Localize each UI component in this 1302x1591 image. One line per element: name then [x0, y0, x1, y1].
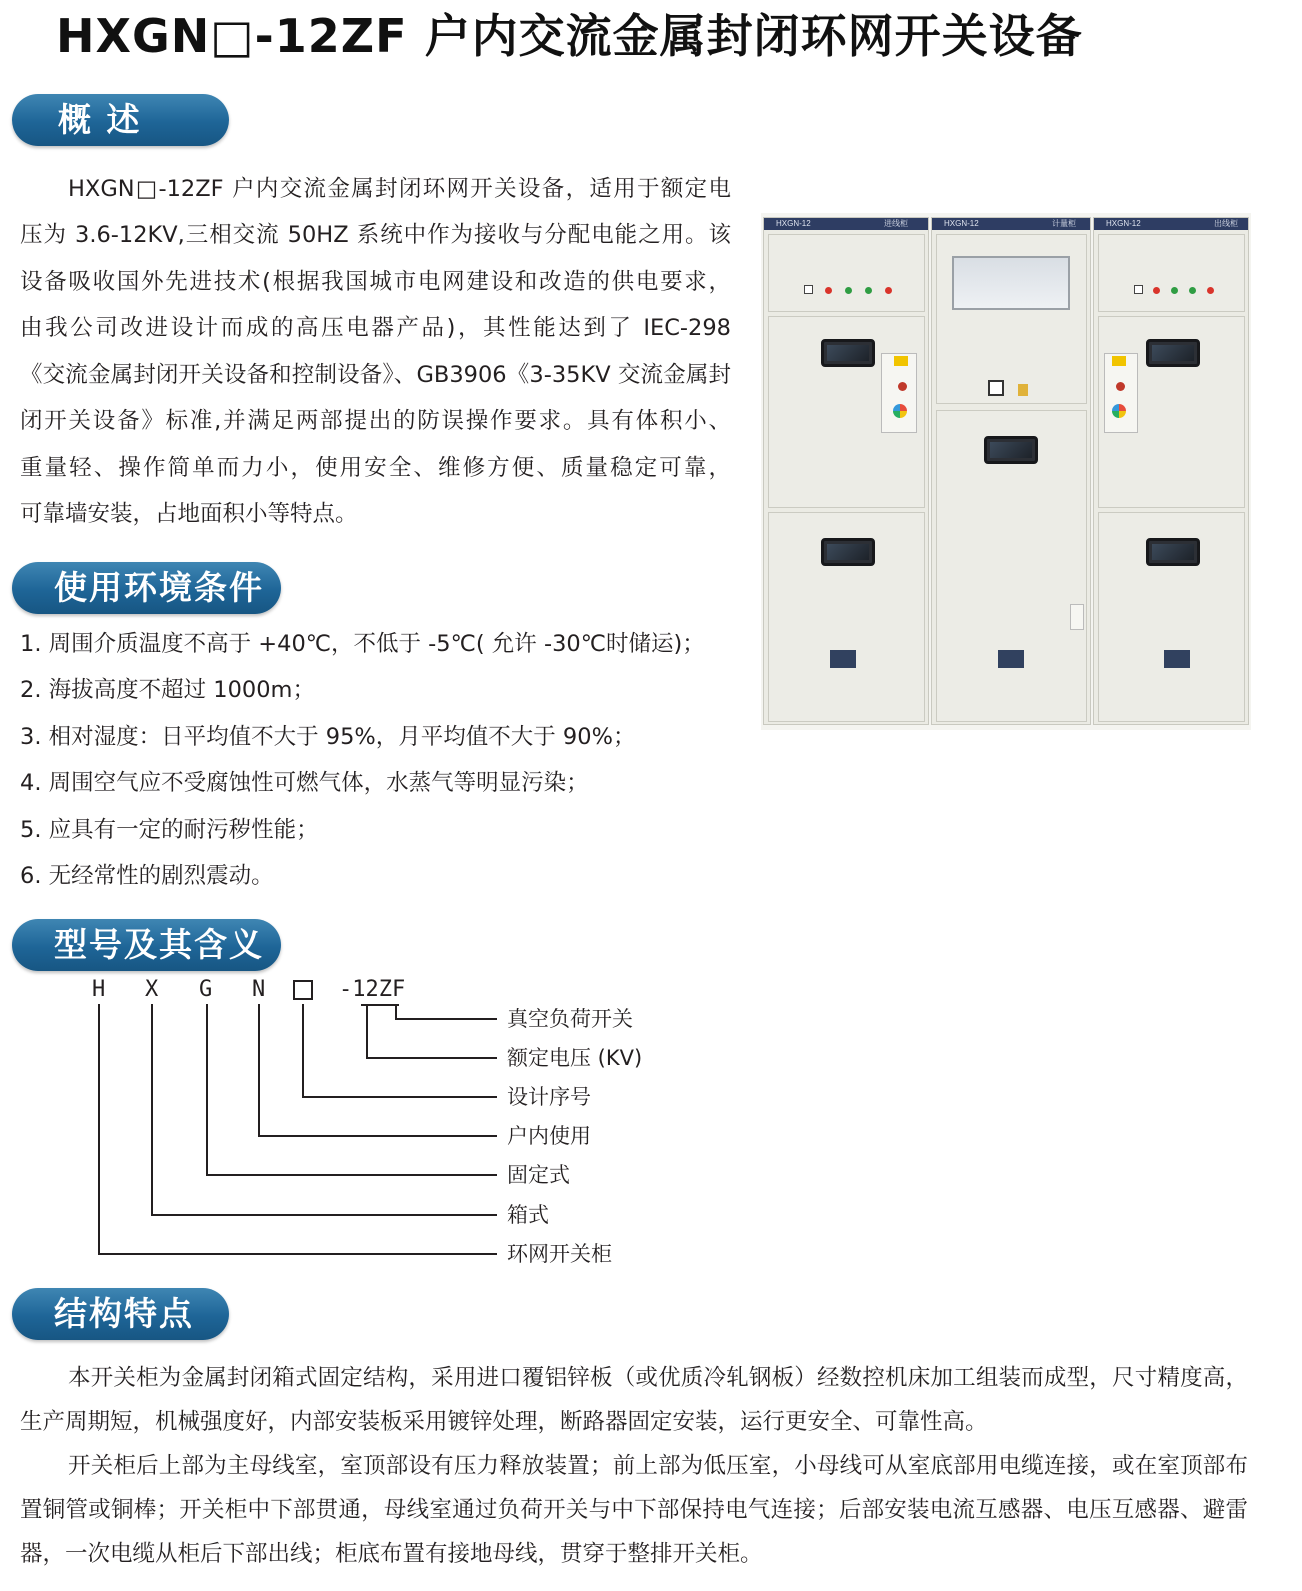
overview-line: 重量轻、操作简单而力小，使用安全、维修方便、质量稳定可靠，	[20, 455, 731, 481]
model-letter-h: H	[92, 977, 106, 1002]
section-heading-label: 结构特点	[54, 1294, 194, 1333]
connector-line	[206, 1004, 208, 1175]
model-meaning-label: 箱式	[507, 1203, 549, 1227]
connector-line	[151, 1004, 153, 1215]
environment-item: 4. 周围空气应不受腐蚀性可燃气体，水蒸气等明显污染；	[20, 770, 589, 796]
structure-paragraph: 本开关柜为金属封闭箱式固定结构，采用进口覆铝锌板（或优质冷轧钢板）经数控机床加工组装而成型，尺寸精度高，生产周期短，机械强度好，内部安装板采用镀锌处理，断路器固定安装，运行更安全、可靠性高。	[20, 1365, 1248, 1435]
section-heading-model	[12, 919, 281, 971]
connector-line	[258, 1135, 497, 1137]
overview-line: 《交流金属封闭开关设备和控制设备》、GB3906《3-35KV 交流金属封	[20, 362, 731, 388]
model-letter-n: N	[252, 977, 266, 1002]
connector-line	[361, 1004, 399, 1006]
cabinet-model-label: HXGN-12	[1106, 219, 1141, 228]
section-heading-structure	[12, 1288, 229, 1340]
environment-item: 2. 海拔高度不超过 1000m；	[20, 677, 315, 703]
model-meaning-label: 真空负荷开关	[507, 1007, 633, 1031]
connector-line	[302, 1004, 304, 1097]
environment-item: 6. 无经常性的剧烈震动。	[20, 863, 274, 889]
section-heading-label: 概 述	[58, 100, 142, 139]
overview-line: HXGN□-12ZF 户内交流金属封闭环网开关设备，适用于额定电	[68, 176, 731, 202]
switchgear-photo	[761, 213, 1251, 730]
model-meaning-label: 固定式	[507, 1163, 570, 1187]
model-meaning-label: 设计序号	[507, 1085, 591, 1109]
connector-line	[151, 1214, 497, 1216]
cabinet-metering	[931, 217, 1091, 725]
environment-item: 5. 应具有一定的耐污秽性能；	[20, 817, 319, 843]
overview-line: 闭开关设备》标准,并满足两部提出的防误操作要求。具有体积小、	[20, 408, 731, 434]
section-heading-label: 型号及其含义	[54, 925, 264, 964]
connector-line	[206, 1174, 497, 1176]
model-letter-rating: -12ZF	[339, 977, 406, 1002]
model-meaning-label: 额定电压 (KV)	[507, 1046, 643, 1070]
section-heading-overview	[12, 94, 229, 146]
cabinet-name-label: 计量柜	[1052, 219, 1076, 228]
section-heading-environment	[12, 562, 281, 614]
connector-line	[395, 1004, 397, 1019]
cabinet-name-label: 进线柜	[884, 219, 908, 228]
page-title: HXGN□-12ZF 户内交流金属封闭环网开关设备	[56, 9, 1083, 63]
model-letter-x: X	[145, 977, 159, 1002]
connector-line	[366, 1057, 497, 1059]
cabinet-model-label: HXGN-12	[776, 219, 811, 228]
cabinet-name-label: 出线柜	[1214, 219, 1238, 228]
overview-line: 可靠墙安装，占地面积小等特点。	[20, 501, 358, 527]
connector-line	[98, 1253, 497, 1255]
structure-paragraph: 开关柜后上部为主母线室，室顶部设有压力释放装置；前上部为低压室，小母线可从室底部用电缆连接，或在室顶部布置铜管或铜棒；开关柜中下部贯通，母线室通过负荷开关与中下部保持电气连接；后部安装电流互感器、电压互感器、避雷器，一次电缆从柜后下部出线；柜底布置有接地母线，贯穿于整排开关柜。	[20, 1453, 1248, 1567]
overview-line: 由我公司改进设计而成的高压电器产品)，其性能达到了 IEC-298	[20, 315, 731, 341]
model-design-box	[293, 980, 313, 1000]
connector-line	[258, 1004, 260, 1136]
model-meaning-label: 户内使用	[507, 1124, 591, 1148]
cabinet-model-label: HXGN-12	[944, 219, 979, 228]
environment-item: 3. 相对湿度：日平均值不大于 95%，月平均值不大于 90%；	[20, 724, 636, 750]
connector-line	[366, 1004, 368, 1058]
connector-line	[302, 1096, 497, 1098]
connector-line	[395, 1018, 497, 1020]
model-meaning-label: 环网开关柜	[507, 1242, 612, 1266]
overview-line: 压为 3.6-12KV,三相交流 50HZ 系统中作为接收与分配电能之用。该	[20, 222, 731, 248]
cabinet-incoming	[763, 217, 929, 725]
model-letter-g: G	[199, 977, 213, 1002]
cabinet-outgoing	[1093, 217, 1249, 725]
overview-line: 设备吸收国外先进技术(根据我国城市电网建设和改造的供电要求，	[20, 269, 731, 295]
environment-item: 1. 周围介质温度不高于 +40℃，不低于 -5℃( 允许 -30℃时储运)；	[20, 631, 705, 657]
connector-line	[98, 1004, 100, 1254]
section-heading-label: 使用环境条件	[54, 568, 264, 607]
